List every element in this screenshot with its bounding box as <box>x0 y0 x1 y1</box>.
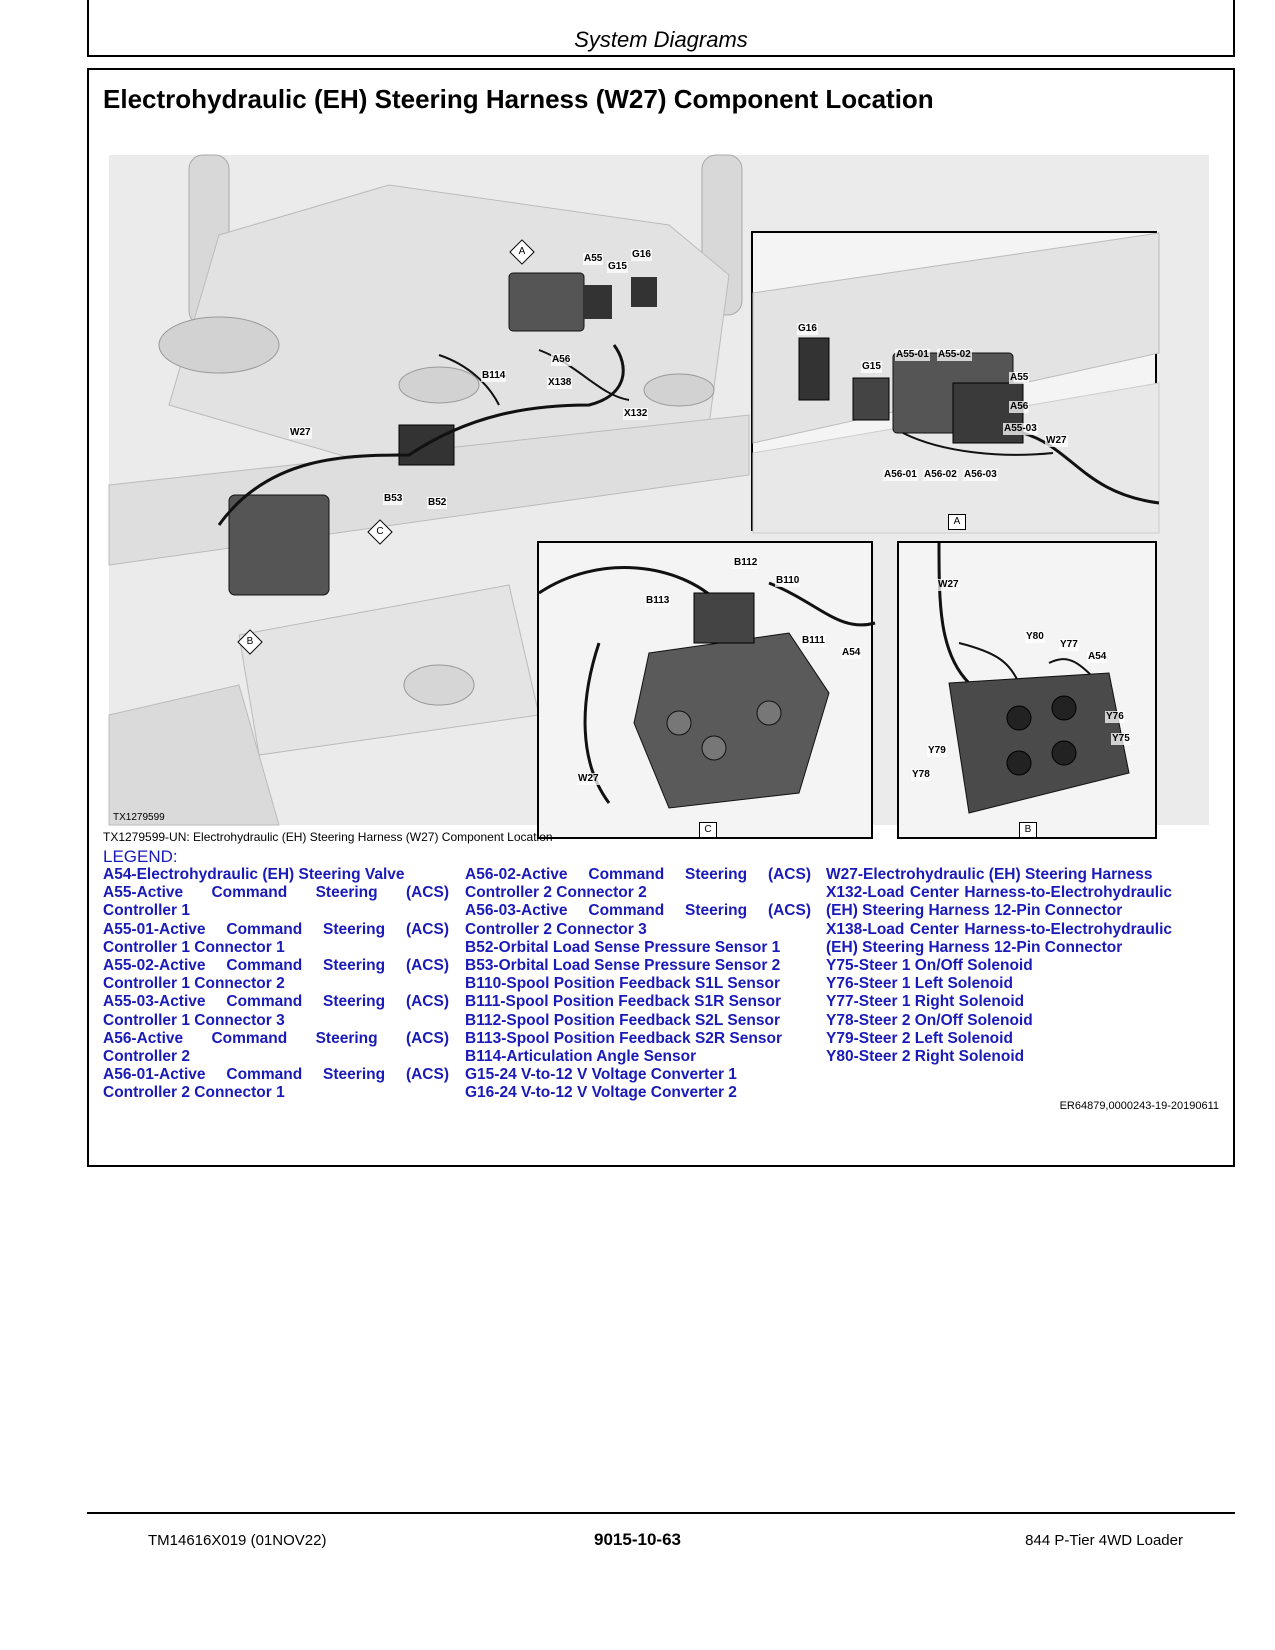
legend-item: A56-02-Active Command Steering (ACS) Controller 2 Connector 2 <box>465 866 811 902</box>
legend-item: B114-Articulation Angle Sensor <box>465 1048 697 1066</box>
legend-item: B111-Spool Position Feedback S1R Sensor <box>465 993 782 1011</box>
inset-c-label-b111: B111 <box>802 635 825 646</box>
reference-code: ER64879,0000243-19-20190611 <box>1059 1100 1219 1112</box>
label-a55: A55 <box>584 253 603 264</box>
inset-a-label-a55-03: A55-03 <box>1004 423 1037 434</box>
label-b52: B52 <box>428 497 447 508</box>
inset-a-label-a56-03: A56-03 <box>964 469 997 480</box>
label-b53: B53 <box>384 493 403 504</box>
legend-item: A55-01-Active Command Steering (ACS) Controller 1 Connector 1 <box>103 920 449 956</box>
legend-column-2 <box>465 866 811 1103</box>
inset-c-label-w27: W27 <box>578 773 599 784</box>
inset-c-label-a54: A54 <box>842 647 861 658</box>
footer-divider <box>87 1512 1235 1514</box>
inset-a-label-a55: A55 <box>1010 372 1029 383</box>
legend-item: Y75-Steer 1 On/Off Solenoid <box>826 957 1033 975</box>
inset-a-label-a56: A56 <box>1010 401 1029 412</box>
legend-item: X138-Load Center Harness-to-Electrohydraulic (EH) Steering Harness 12-Pin Connector <box>826 920 1172 956</box>
legend-title: LEGEND: <box>103 847 178 866</box>
inset-b-label-y78: Y78 <box>912 769 930 780</box>
label-a56: A56 <box>552 354 571 365</box>
legend-item: Y78-Steer 2 On/Off Solenoid <box>826 1011 1033 1029</box>
inset-a-label-g16: G16 <box>798 323 817 334</box>
inset-a-label-w27: W27 <box>1046 435 1067 446</box>
legend-item: W27-Electrohydraulic (EH) Steering Harness <box>826 866 1153 883</box>
legend-item: A55-02-Active Command Steering (ACS) Controller 1 Connector 2 <box>103 957 449 993</box>
inset-a-illustration <box>753 233 1159 533</box>
legend-item: B112-Spool Position Feedback S2L Sensor <box>465 1011 780 1029</box>
inset-c-illustration <box>539 543 875 841</box>
callout-b-letter: B <box>246 636 254 647</box>
label-g16: G16 <box>632 249 651 260</box>
component-location-figure <box>109 155 1209 835</box>
legend-item: Y79-Steer 2 Left Solenoid <box>826 1029 1013 1047</box>
legend-item: A54-Electrohydraulic (EH) Steering Valve <box>103 866 405 883</box>
figure-caption: TX1279599-UN: Electrohydraulic (EH) Steering Harness (W27) Component Location <box>103 830 553 844</box>
legend-item: B113-Spool Position Feedback S2R Sensor <box>465 1029 782 1047</box>
inset-a <box>751 231 1157 531</box>
inset-b-label-y80: Y80 <box>1026 631 1044 642</box>
inset-c-label-b113: B113 <box>646 595 670 606</box>
inset-b-label-y75: Y75 <box>1112 733 1130 744</box>
legend-column-1 <box>103 866 449 1103</box>
inset-b <box>897 541 1157 839</box>
inset-c-label-b112: B112 <box>734 557 758 568</box>
inset-b-label-y79: Y79 <box>928 745 946 756</box>
inset-a-label-a55-02: A55-02 <box>938 349 971 360</box>
inset-b-tag: B <box>1019 822 1037 838</box>
legend-item: A56-01-Active Command Steering (ACS) Controller 2 Connector 1 <box>103 1066 449 1102</box>
legend-item: Y80-Steer 2 Right Solenoid <box>826 1048 1025 1066</box>
legend-item: X132-Load Center Harness-to-Electrohydraulic (EH) Steering Harness 12-Pin Connector <box>826 884 1172 920</box>
inset-b-label-a54: A54 <box>1088 651 1107 662</box>
legend-item: Y77-Steer 1 Right Solenoid <box>826 993 1025 1011</box>
inset-a-label-a55-01: A55-01 <box>896 349 929 360</box>
content-frame <box>87 68 1235 1167</box>
inset-c-tag: C <box>699 822 717 838</box>
page-title: Electrohydraulic (EH) Steering Harness (W27) Component Location <box>103 84 934 114</box>
legend-item: A55-03-Active Command Steering (ACS) Controller 1 Connector 3 <box>103 993 449 1029</box>
label-w27-main: W27 <box>290 427 311 438</box>
inset-a-tag: A <box>948 514 966 530</box>
legend-item: B110-Spool Position Feedback S1L Sensor <box>465 975 780 993</box>
inset-c-label-b110: B110 <box>776 575 800 586</box>
legend-item: A56-03-Active Command Steering (ACS) Controller 2 Connector 3 <box>465 902 811 938</box>
legend-item: B52-Orbital Load Sense Pressure Sensor 1 <box>465 938 781 956</box>
footer-machine-name: 844 P-Tier 4WD Loader <box>1025 1532 1183 1549</box>
figure-id: TX1279599 <box>113 812 165 823</box>
footer-page-number: 9015-10-63 <box>594 1530 681 1549</box>
section-title: System Diagrams <box>574 27 748 52</box>
legend-item: Y76-Steer 1 Left Solenoid <box>826 975 1013 993</box>
callout-a-letter: A <box>518 246 526 257</box>
inset-c <box>537 541 873 839</box>
legend-column-3 <box>826 866 1172 1066</box>
page-header <box>87 0 1235 57</box>
inset-b-label-w27: W27 <box>938 579 959 590</box>
legend-item: A56-Active Command Steering (ACS) Controller 2 <box>103 1029 449 1066</box>
inset-a-label-a56-01: A56-01 <box>884 469 917 480</box>
label-x132: X132 <box>624 408 648 419</box>
legend-item: A55-Active Command Steering (ACS) Controller 1 <box>103 884 449 920</box>
inset-b-label-y77: Y77 <box>1060 639 1078 650</box>
label-b114: B114 <box>482 370 506 381</box>
label-g15: G15 <box>608 261 627 272</box>
footer-manual-id: TM14616X019 (01NOV22) <box>148 1532 327 1549</box>
inset-a-label-g15: G15 <box>862 361 881 372</box>
callout-c-letter: C <box>376 526 384 537</box>
label-x138: X138 <box>548 377 572 388</box>
inset-b-label-y76: Y76 <box>1106 711 1124 722</box>
legend-item: B53-Orbital Load Sense Pressure Sensor 2 <box>465 957 781 975</box>
legend-item: G16-24 V-to-12 V Voltage Converter 2 <box>465 1084 737 1102</box>
legend-item: G15-24 V-to-12 V Voltage Converter 1 <box>465 1066 737 1084</box>
inset-a-label-a56-02: A56-02 <box>924 469 957 480</box>
